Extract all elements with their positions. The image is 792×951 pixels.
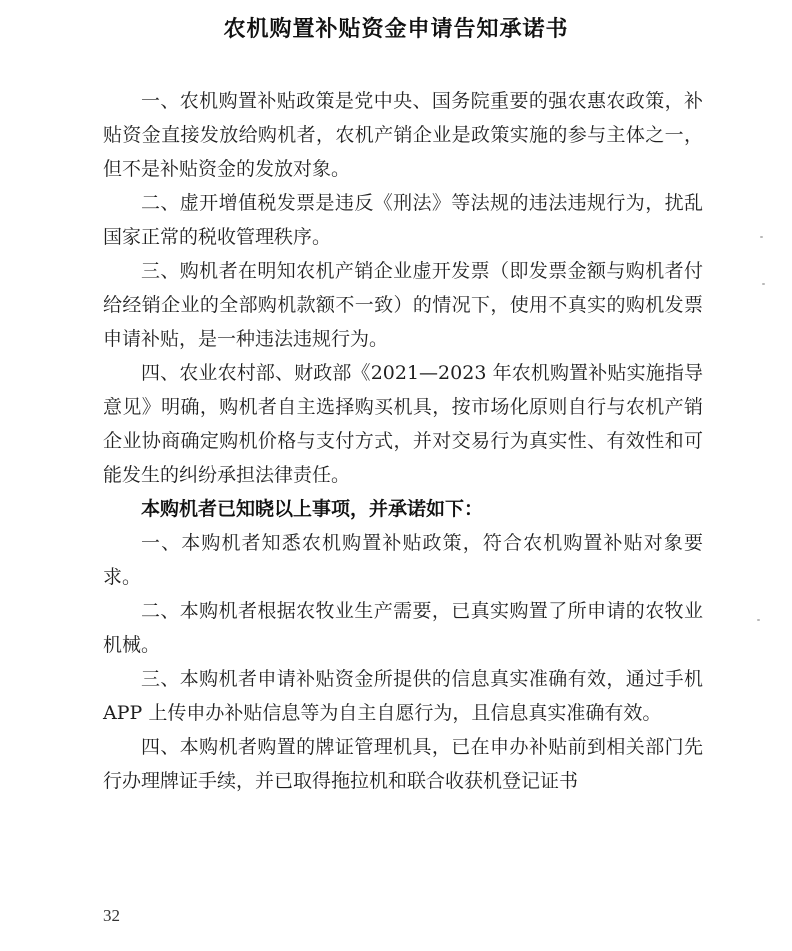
document-body (103, 84, 703, 798)
commitment-4: 四、本购机者购置的牌证管理机具，已在申办补贴前到相关部门先行办理牌证手续，并已取得拖拉机和联合收获机登记证书 (103, 736, 703, 792)
paragraph-1: 一、农机购置补贴政策是党中央、国务院重要的强农惠农政策，补贴资金直接发放给购机者，农机产销企业是政策实施的参与主体之一，但不是补贴资金的发放对象。 (103, 90, 703, 180)
paragraph-4: 四、农业农村部、财政部《2021—2023 年农机购置补贴实施指导意见》明确，购机者自主选择购买机具，按市场化原则自行与农机产销企业协商确定购机价格与支付方式，并对交易行为真实性、有效性和可能发生的纠纷承担法律责任。 (103, 362, 703, 486)
scan-speck (757, 619, 760, 621)
paragraph-3: 三、购机者在明知农机产销企业虚开发票（即发票金额与购机者付给经销企业的全部购机款额不一致）的情况下，使用不真实的购机发票申请补贴，是一种违法违规行为。 (103, 260, 703, 350)
commitment-1: 一、本购机者知悉农机购置补贴政策，符合农机购置补贴对象要求。 (103, 532, 703, 588)
commitment-3: 三、本购机者申请补贴资金所提供的信息真实准确有效，通过手机 APP 上传申办补贴信息等为自主自愿行为，且信息真实准确有效。 (103, 668, 703, 724)
scan-speck (760, 236, 763, 238)
document-title: 农机购置补贴资金申请告知承诺书 (223, 16, 569, 42)
commitment-2: 二、本购机者根据农牧业生产需要，已真实购置了所申请的农牧业机械。 (103, 600, 703, 656)
scan-speck (762, 283, 765, 285)
commitment-heading: 本购机者已知晓以上事项，并承诺如下： (141, 498, 484, 520)
page-number: 32 (103, 906, 120, 925)
paragraph-2: 二、虚开增值税发票是违反《刑法》等法规的违法违规行为，扰乱国家正常的税收管理秩序。 (103, 192, 703, 248)
